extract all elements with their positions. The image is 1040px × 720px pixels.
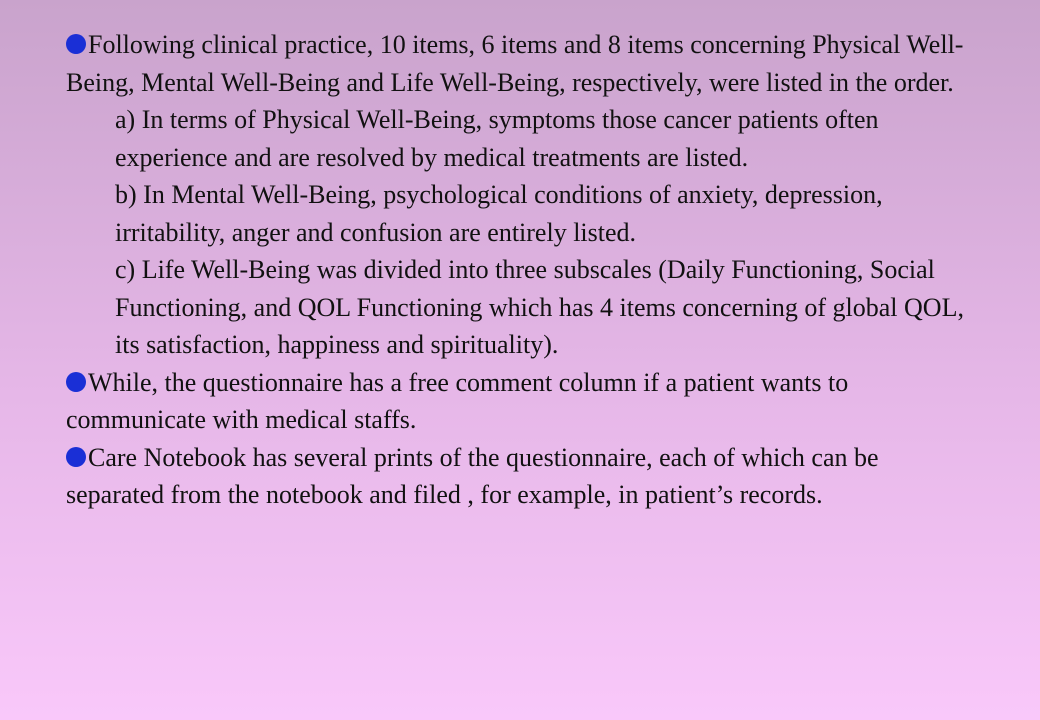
paragraph-care-notebook	[66, 439, 980, 514]
paragraph-clinical-practice-text: Following clinical practice, 10 items, 6 items and 8 items concerning Physical Well-Being, Mental Well-Being and Life Well-Being, respectively, were listed in the order.	[66, 30, 964, 97]
bullet-icon	[66, 447, 86, 467]
subparagraph-physical-well-being: a) In terms of Physical Well-Being, symptoms those cancer patients often experience and are resolved by medical treatments are listed.	[115, 105, 879, 172]
paragraph-free-comment	[66, 364, 980, 439]
bullet-icon	[66, 372, 86, 392]
paragraph-free-comment-text: While, the questionnaire has a free comment column if a patient wants to communicate with medical staffs.	[66, 367, 849, 434]
subparagraph-mental-well-being: b) In Mental Well-Being, psychological conditions of anxiety, depression, irritability, anger and confusion are entirely listed.	[115, 180, 883, 247]
paragraph-clinical-practice	[66, 26, 980, 101]
bullet-icon	[66, 34, 86, 54]
subparagraph-life-well-being: c) Life Well-Being was divided into three subscales (Daily Functioning, Social Functioning, and QOL Functioning which has 4 items concerning of global QOL, its satisfaction, happiness and spirituality).	[115, 255, 964, 359]
paragraph-care-notebook-text: Care Notebook has several prints of the questionnaire, each of which can be separated from the notebook and filed , for example, in patient’s records.	[66, 442, 879, 509]
